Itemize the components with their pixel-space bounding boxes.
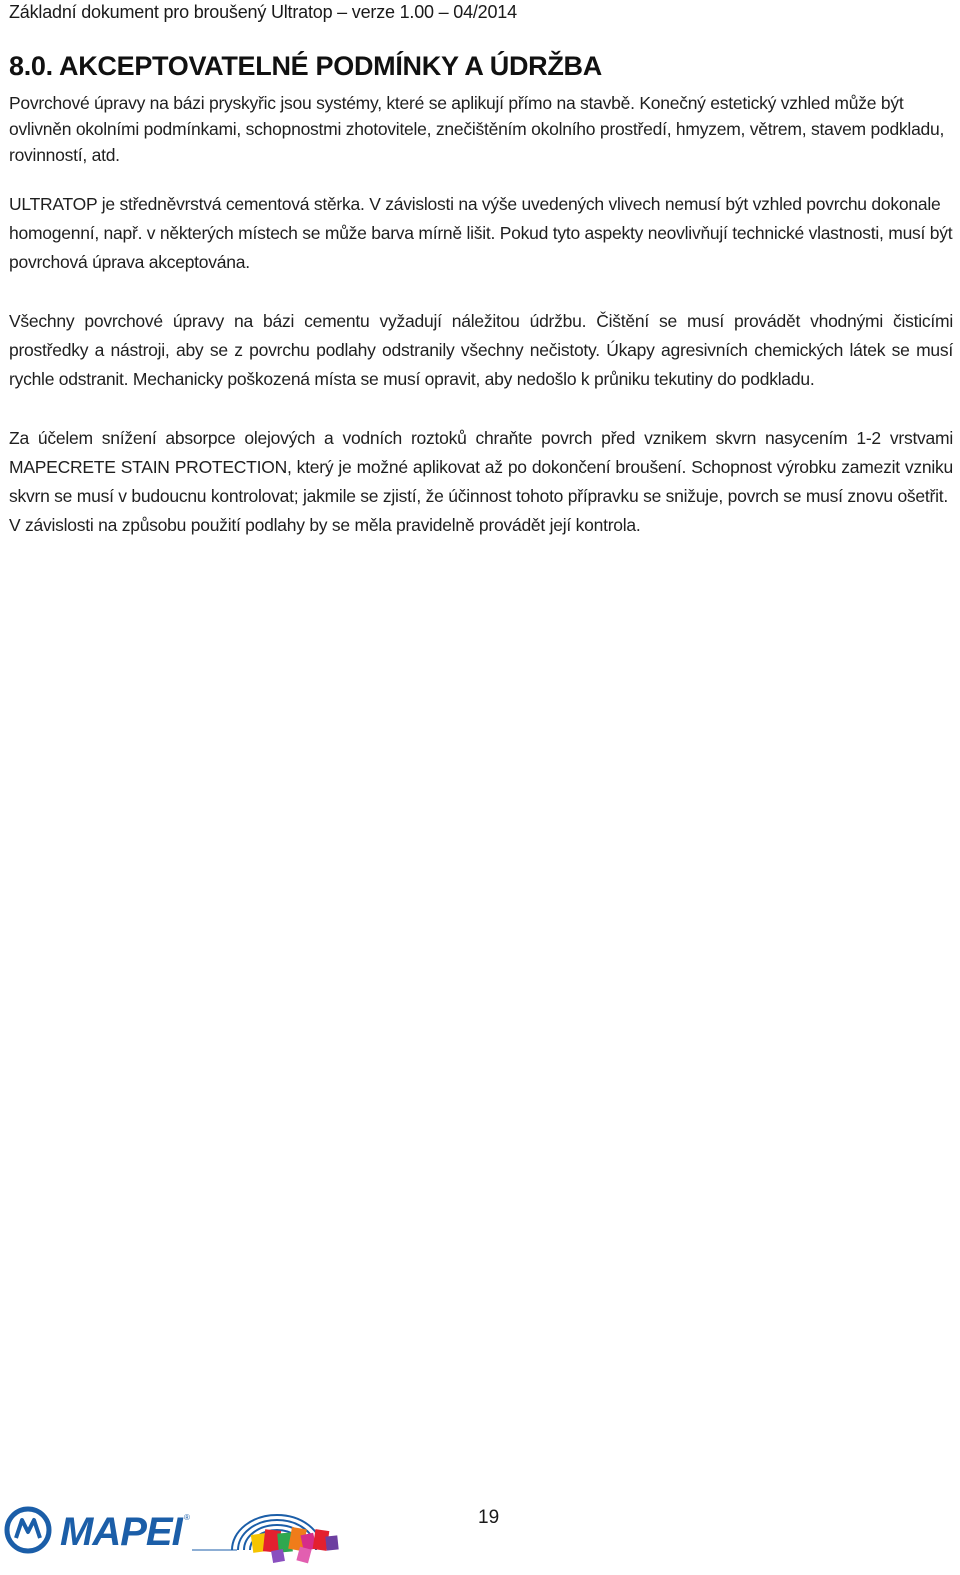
document-header: Základní dokument pro broušený Ultratop – verze 1.00 – 04/2014 <box>9 2 517 22</box>
paragraph-maintenance: Všechny povrchové úpravy na bázi cementu vyžadují náležitou údržbu. Čištění se musí provádět vhodnými čisticími prostředky a nástroji, aby se z povrchu podlahy odstranily všechny nečistoty. Úkapy agresivních chemických látek se musí rychle odstranit. Mechanicky poškozená místa se musí opravit, aby nedošlo k průniku tekutiny do podkladu. <box>9 311 953 389</box>
svg-text:®: ® <box>184 1513 190 1522</box>
mapei-logo <box>2 1500 352 1570</box>
paragraph-resin-surfaces: Povrchové úpravy na bázi pryskyřic jsou systémy, které se aplikují přímo na stavbě. Konečný estetický vzhled může být ovlivněn okolními podmínkami, schopnostmi zhotovitele, znečištěním okolního prostředí, hmyzem, větrem, stavem podkladu, rovinností, atd. <box>9 93 945 165</box>
document-body <box>9 90 953 540</box>
mapei-wordmark: MAPEI <box>60 1510 182 1554</box>
rainbow-arcs-icon <box>232 1515 339 1563</box>
section-heading: 8.0. AKCEPTOVATELNÉ PODMÍNKY A ÚDRŽBA <box>9 51 602 81</box>
paragraph-inspection: V závislosti na způsobu použití podlahy by se měla pravidelně provádět její kontrola. <box>9 515 641 535</box>
page-number: 19 <box>478 1507 500 1528</box>
paragraph-ultratop: ULTRATOP je středněvrstvá cementová stěrka. V závislosti na výše uvedených vlivech nemusí být vzhled povrchu dokonale homogenní, např. v některých místech se může barva mírně lišit. Pokud tyto aspekty neovlivňují technické vlastnosti, musí být povrchová úprava akceptována. <box>9 194 953 272</box>
paragraph-stain-protection: Za účelem snížení absorpce olejových a vodních roztoků chraňte povrch před vznikem skvrn nasycením 1-2 vrstvami MAPECRETE STAIN PROTECTION, který je možné aplikovat až po dokončení broušení. Schopnost výrobku zamezit vzniku skvrn se musí v budoucnu kontrolovat; jakmile se zjistí, že účinnost tohoto přípravku se snižuje, povrch se musí znovu ošetřit. <box>9 428 953 506</box>
mapei-emblem-icon <box>7 1509 49 1551</box>
